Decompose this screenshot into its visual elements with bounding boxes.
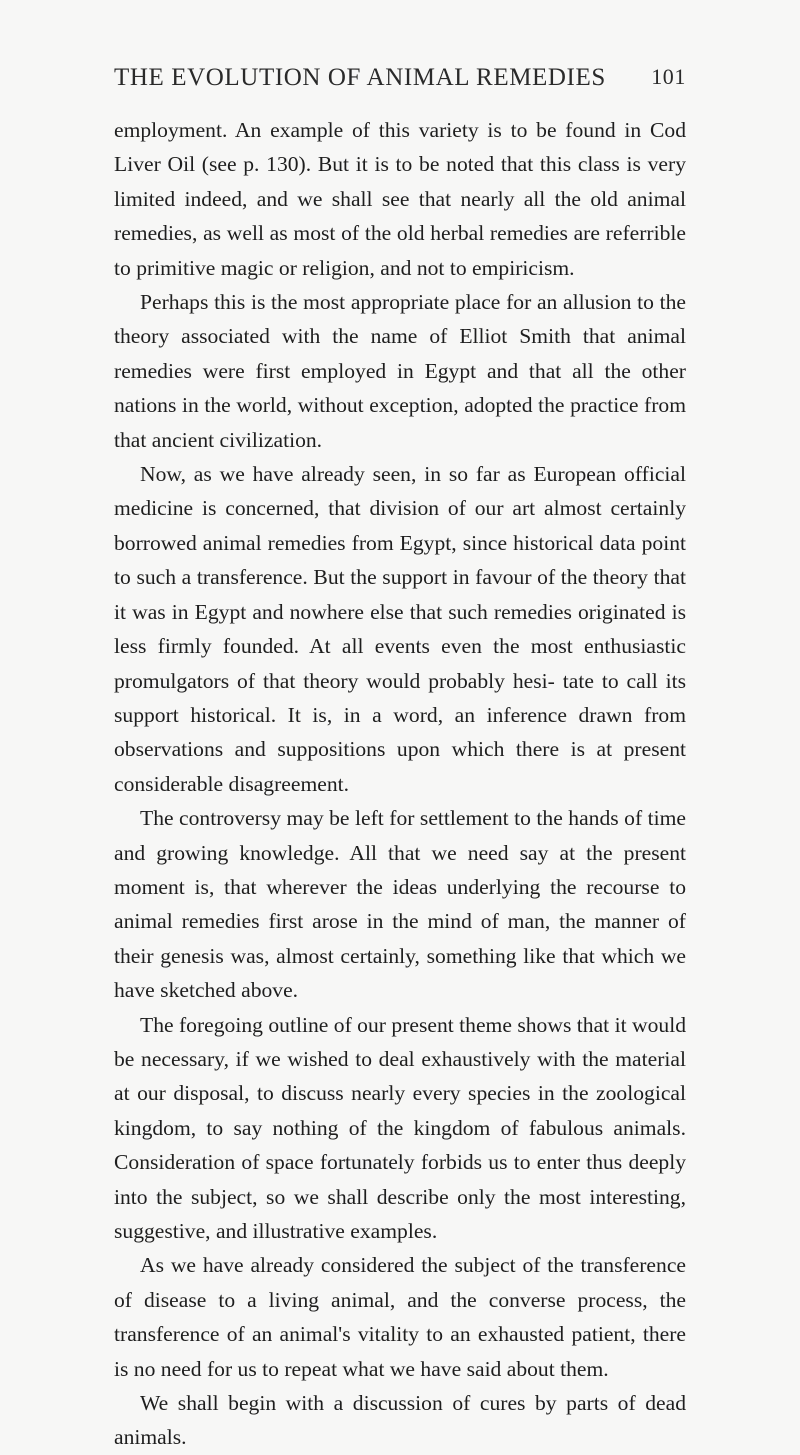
paragraph-foregoing-outline: The foregoing outline of our present theme shows that it would be necessary, if we wished to deal exhaustively with the material at our disposal, to discuss nearly every species in the zoological kingdom, to say nothing of the kingdom of fabulous animals. Consideration of space fortunately forbids us to enter thus deeply into the subject, so we shall describe only the most interesting, suggestive, and illustrative examples. (114, 1012, 686, 1243)
paragraph-egypt-transference: Now, as we have already seen, in so far as European official medicine is concerned, that division of our art almost certainly borrowed animal remedies from Egypt, since historical data point to such a transference. But the support in favour of the theory that it was in Egypt and nowhere else that such remedies originated is less firmly founded. At all events even the most enthusiastic promulgators of that theory would probably hesi- tate to call its support historical. It is, in a word, an inference drawn from observations and suppositions upon which there is at present considerable disagreement. (114, 462, 686, 796)
paragraph-elliot-smith-theory: Perhaps this is the most appropriate place for an allusion to the theory associated with the name of Elliot Smith that animal remedies were first employed in Egypt and that all the other nations in the world, without exception, adopted the practice from that ancient civilization. (114, 290, 686, 452)
paragraph-controversy: The controversy may be left for settlement to the hands of time and growing knowledge. All that we need say at the present moment is, that wherever the ideas underlying the recourse to animal remedies first arose in the mind of man, the manner of their genesis was, almost certainly, something like that which we have sketched above. (114, 806, 686, 1003)
body-text (114, 113, 686, 1455)
paragraph-transference-of-disease: As we have already considered the subject of the transference of disease to a living animal, and the converse process, the transference of an animal's vitality to an exhausted patient, there is no need for us to repeat what we have said about them. (114, 1253, 686, 1381)
running-head (114, 64, 686, 94)
running-head-title: THE EVOLUTION OF ANIMAL REMEDIES (114, 64, 606, 91)
paragraph-continuation: employment. An example of this variety is to be found in Cod Liver Oil (see p. 130). But it is to be noted that this class is very limited indeed, and we shall see that nearly all the old animal remedies, as well as most of the old herbal remedies are referrible to primitive magic or religion, and not to empiricism. (114, 118, 686, 280)
page-number: 101 (651, 64, 686, 89)
paragraph-dead-animals: We shall begin with a discussion of cures by parts of dead animals. (114, 1391, 686, 1450)
